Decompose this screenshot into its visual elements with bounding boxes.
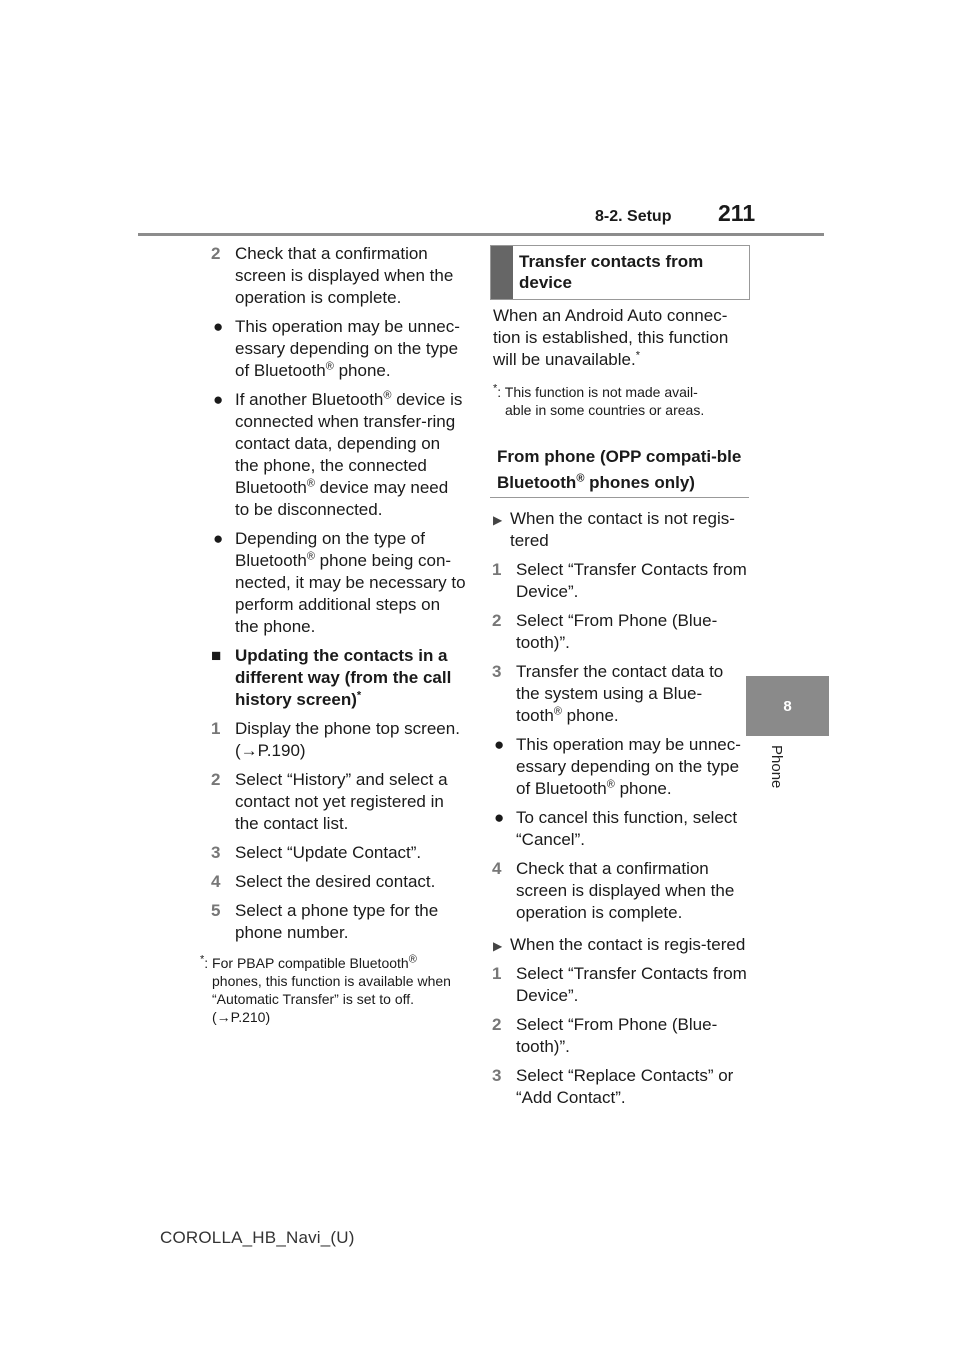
footnote: *: This function is not made avail- able in some countries or areas. (493, 382, 705, 418)
step-3: 3 Select “Replace Contacts” or “Add Contact”. (492, 1066, 734, 1107)
bullet-icon: ● (494, 808, 505, 827)
step-2: 2 Select “From Phone (Blue-tooth)”. (492, 611, 718, 652)
bullet-item: ● This operation may be unnec-essary depending on the type of Bluetooth® phone. (494, 735, 741, 798)
right-column (492, 508, 748, 1116)
title-bar-accent (491, 246, 513, 299)
step-2: 2 Select “History” and select a contact not yet registered in the contact list. (211, 770, 448, 833)
step-4: 4 Select the desired contact. (211, 872, 436, 891)
bullet-item: ● If another Bluetooth® device is connected when transfer-ring contact data, depending on the phone, the connected Bluetooth® device may need to be disconnected. (213, 389, 463, 519)
step-number: 2 (211, 244, 221, 263)
box-title: Transfer contacts from device (519, 252, 704, 292)
step-3: 3 Transfer the contact data to the system using a Blue-tooth® phone. (492, 662, 724, 725)
step-text: Check that a confirmation screen is displayed when the operation is complete. (235, 244, 454, 307)
bullet-item: ● This operation may be unnec-essary depending on the type of Bluetooth® phone. (213, 317, 460, 380)
step-2 (211, 243, 466, 309)
bullet-item: ● Depending on the type of Bluetooth® phone being con-nected, it may be necessary to perform additional steps on the phone. (213, 529, 466, 636)
left-column (200, 243, 466, 1026)
step-2: 2 Select “From Phone (Blue-tooth)”. (492, 1015, 718, 1056)
section-title: 8-2. Setup (595, 208, 672, 225)
chapter-number: 8 (783, 697, 792, 715)
step-4: 4 Check that a confirmation screen is displayed when the operation is complete. (492, 859, 735, 922)
subsection-heading: From phone (OPP compati-ble Bluetooth® phones only) (497, 447, 742, 492)
triangle-icon: ▶ (493, 513, 503, 527)
right-intro (493, 305, 748, 419)
header-rule (138, 233, 824, 236)
bullet-icon: ● (213, 390, 224, 409)
square-icon: ■ (211, 646, 222, 665)
step-3: 3 Select “Update Contact”. (211, 843, 422, 862)
triangle-icon: ▶ (493, 939, 503, 953)
intro-text: When an Android Auto connec-tion is established, this function will be unavailable.* (493, 306, 729, 369)
page-number: 211 (718, 200, 756, 226)
chapter-label: Phone (768, 745, 785, 789)
section-title-box (490, 245, 750, 300)
chapter-tab (746, 676, 829, 736)
step-1: 1 Display the phone top screen. (→P.190) (211, 719, 460, 760)
case-heading: ▶ When the contact is regis-tered (492, 934, 748, 956)
bullet-icon: ● (213, 529, 224, 548)
case-heading: ▶ When the contact is not regis-tered (493, 509, 735, 550)
step-5: 5 Select a phone type for the phone number. (211, 901, 439, 942)
bullet-icon: ● (494, 735, 505, 754)
subsection-rule (490, 497, 749, 498)
step-1: 1 Select “Transfer Contacts from Device”. (492, 560, 747, 601)
step-1: 1 Select “Transfer Contacts from Device”. (492, 964, 747, 1005)
document-id: COROLLA_HB_Navi_(U) (160, 1228, 355, 1247)
bullet-item: ● To cancel this function, select “Cancel”. (494, 808, 738, 849)
section-heading: ■ Updating the contacts in a different way (from the call history screen)* (211, 646, 452, 709)
bullet-icon: ● (213, 317, 224, 336)
footnote: *: For PBAP compatible Bluetooth® phones, this function is available when “Automatic Transfer” is set to off. (→P.210) (200, 953, 451, 1025)
